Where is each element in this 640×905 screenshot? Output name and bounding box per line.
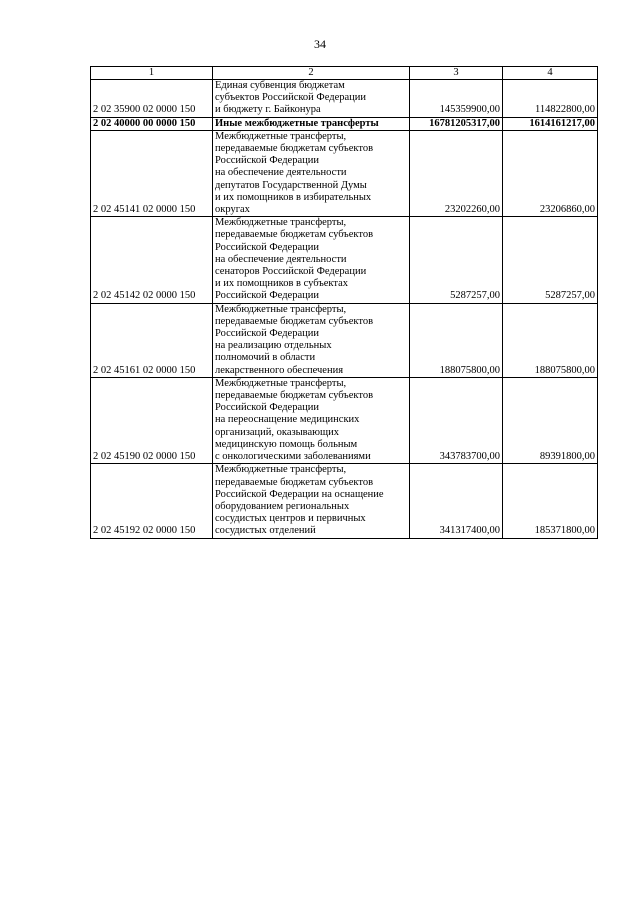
amount-column-4: 114822800,00 (503, 80, 598, 118)
amount-column-4: 23206860,00 (503, 130, 598, 216)
amount-column-4: 1614161217,00 (503, 117, 598, 130)
table-row (91, 217, 598, 303)
income-name-line: передаваемые бюджетам субъектов (215, 229, 374, 241)
income-name-line: и бюджету г. Байконура (215, 104, 321, 116)
budget-code: 2 02 45142 02 0000 150 (91, 217, 213, 303)
income-name-line: Единая субвенция бюджетам (215, 80, 345, 91)
table-row (91, 303, 598, 377)
table-row (91, 377, 598, 463)
income-name-line: Межбюджетные трансферты, (215, 377, 347, 389)
income-name-line: Российской Федерации на оснащение (215, 488, 384, 500)
amount-column-3: 16781205317,00 (410, 117, 503, 130)
table-row (91, 464, 598, 538)
income-name-line: Межбюджетные трансферты, (215, 303, 347, 315)
budget-code: 2 02 45141 02 0000 150 (91, 130, 213, 216)
income-name-line: Межбюджетные трансферты, (215, 464, 347, 476)
income-name (213, 464, 410, 538)
budget-code: 2 02 45192 02 0000 150 (91, 464, 213, 538)
budget-code: 2 02 35900 02 0000 150 (91, 80, 213, 118)
income-name-line: Российской Федерации (215, 155, 319, 167)
table-row (91, 117, 598, 130)
table-row (91, 80, 598, 118)
amount-column-3: 5287257,00 (410, 217, 503, 303)
income-name-line: на переоснащение медицинских (215, 414, 360, 426)
amount-column-4: 188075800,00 (503, 303, 598, 377)
income-name (213, 217, 410, 303)
income-name-line: Межбюджетные трансферты, (215, 217, 347, 229)
amount-column-3: 343783700,00 (410, 377, 503, 463)
page-number: 34 (314, 37, 326, 51)
income-name (213, 303, 410, 377)
income-name-line: субъектов Российской Федерации (215, 92, 367, 104)
amount-column-4: 185371800,00 (503, 464, 598, 538)
amount-column-3: 341317400,00 (410, 464, 503, 538)
amount-column-3: 188075800,00 (410, 303, 503, 377)
amount-column-3: 23202260,00 (410, 130, 503, 216)
income-name-line: и их помощников в субъектах (215, 278, 349, 290)
income-name-line: на обеспечение деятельности (215, 253, 347, 265)
income-name-line: Российской Федерации (215, 241, 319, 253)
income-name-line: Иные межбюджетные трансферты (215, 117, 379, 129)
income-name-line: Межбюджетные трансферты, (215, 130, 347, 142)
amount-column-4: 5287257,00 (503, 217, 598, 303)
table-row (91, 130, 598, 216)
amount-column-4: 89391800,00 (503, 377, 598, 463)
income-name-line: сосудистых центров и первичных (215, 513, 366, 525)
budget-table (90, 66, 598, 539)
income-name-line: организаций, оказывающих (215, 426, 339, 438)
income-name (213, 377, 410, 463)
income-name-line: передаваемые бюджетам субъектов (215, 315, 374, 327)
income-name-line: медицинскую помощь больным (215, 438, 358, 450)
table-body (91, 80, 598, 539)
budget-code: 2 02 40000 00 0000 150 (91, 117, 213, 130)
income-name (213, 80, 410, 118)
table-header (91, 67, 598, 80)
income-name-line: Российской Федерации (215, 402, 319, 414)
income-name-line: передаваемые бюджетам субъектов (215, 390, 374, 402)
income-name-line: Российской Федерации (215, 290, 319, 302)
income-name-line: на обеспечение деятельности (215, 167, 347, 179)
income-name-line: Российской Федерации (215, 328, 319, 340)
header-column-1: 1 (91, 67, 213, 80)
income-name-line: лекарственного обеспечения (215, 364, 344, 376)
income-name (213, 117, 410, 130)
income-name-line: на реализацию отдельных (215, 340, 332, 352)
header-column-4: 4 (503, 67, 598, 80)
budget-code: 2 02 45190 02 0000 150 (91, 377, 213, 463)
header-row (91, 67, 598, 80)
income-name-line: и их помощников в избирательных (215, 191, 372, 203)
income-name-line: полномочий в области (215, 352, 316, 364)
income-name-line: сосудистых отделений (215, 525, 316, 537)
income-name-line: передаваемые бюджетам субъектов (215, 476, 374, 488)
budget-code: 2 02 45161 02 0000 150 (91, 303, 213, 377)
income-name-line: сенаторов Российской Федерации (215, 266, 367, 278)
header-column-3: 3 (410, 67, 503, 80)
header-column-2: 2 (213, 67, 410, 80)
income-name-line: депутатов Государственной Думы (215, 179, 367, 191)
amount-column-3: 145359900,00 (410, 80, 503, 118)
income-name (213, 130, 410, 216)
income-name-line: округах (215, 204, 250, 216)
income-name-line: передаваемые бюджетам субъектов (215, 143, 374, 155)
income-name-line: оборудованием региональных (215, 500, 350, 512)
income-name-line: с онкологическими заболеваниями (215, 451, 371, 463)
